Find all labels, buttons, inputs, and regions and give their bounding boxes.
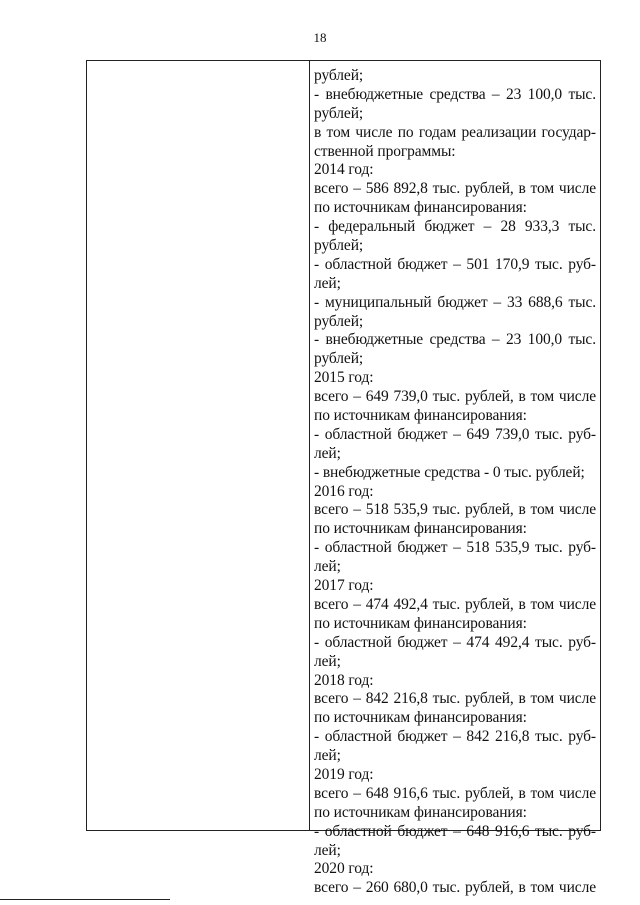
table-left-cell: [87, 61, 309, 830]
funding-text-line: рублей;: [314, 104, 364, 122]
funding-text-line: рублей;: [314, 237, 364, 255]
funding-text-line: лей;: [314, 747, 341, 765]
funding-text-line: всего – 260 680,0 тыс. рублей, в том числе: [314, 879, 596, 897]
funding-text-line: 2017 год:: [314, 577, 374, 595]
funding-text-line: - областной бюджет – 842 216,8 тыс. руб-: [314, 728, 596, 746]
funding-text-line: по источникам финансирования:: [314, 407, 527, 425]
funding-text-line: по источникам финансирования:: [314, 614, 527, 632]
funding-text-line: - внебюджетные средства – 23 100,0 тыс.: [314, 331, 596, 349]
funding-text-line: по источникам финансирования:: [314, 803, 527, 821]
funding-text-line: всего – 474 492,4 тыс. рублей, в том числе: [314, 595, 596, 613]
funding-text-line: 2019 год:: [314, 765, 374, 783]
funding-text-line: лей;: [314, 558, 341, 576]
funding-text-line: - внебюджетные средства – 23 100,0 тыс.: [314, 85, 596, 103]
funding-text-line: по источникам финансирования:: [314, 709, 527, 727]
funding-text-line: всего – 842 216,8 тыс. рублей, в том числе: [314, 690, 596, 708]
funding-text-line: лей;: [314, 444, 341, 462]
funding-text-line: по источникам финансирования:: [314, 520, 527, 538]
funding-text-line: - муниципальный бюджет – 33 688,6 тыс.: [314, 293, 596, 311]
funding-text-line: - областной бюджет – 518 535,9 тыс. руб-: [314, 539, 596, 557]
funding-text-line: всего – 586 892,8 тыс. рублей, в том числе: [314, 180, 596, 198]
funding-text-line: рублей;: [314, 350, 364, 368]
funding-text-line: - областной бюджет – 474 492,4 тыс. руб-: [314, 633, 596, 651]
table-right-cell: [314, 67, 596, 897]
funding-text-line: 2014 год:: [314, 161, 374, 179]
funding-text-line: 2020 год:: [314, 860, 374, 878]
funding-text-line: в том числе по годам реализации государ-: [314, 123, 596, 141]
funding-text-line: лей;: [314, 274, 341, 292]
funding-text-line: всего – 648 916,6 тыс. рублей, в том числе: [314, 784, 596, 802]
funding-text-line: рублей;: [314, 312, 364, 330]
funding-text-line: - областной бюджет – 648 916,6 тыс. руб-: [314, 822, 596, 840]
footnote-separator: [0, 899, 170, 900]
program-table: [86, 60, 601, 897]
funding-text-line: всего – 518 535,9 тыс. рублей, в том числе: [314, 501, 596, 519]
funding-text-line: - областной бюджет – 649 739,0 тыс. руб-: [314, 425, 596, 443]
funding-text-line: 2016 год:: [314, 482, 374, 500]
funding-text-line: - областной бюджет – 501 170,9 тыс. руб-: [314, 255, 596, 273]
funding-text-line: лей;: [314, 841, 341, 859]
funding-text-line: ственной программы:: [314, 142, 456, 160]
funding-text-line: рублей;: [314, 67, 364, 84]
funding-text-line: - федеральный бюджет – 28 933,3 тыс.: [314, 218, 596, 236]
funding-text-line: - внебюджетные средства - 0 тыс. рублей;: [314, 463, 585, 481]
page-number: 18: [313, 30, 327, 45]
column-divider: [309, 61, 310, 830]
funding-text-line: 2015 год:: [314, 369, 374, 387]
funding-text-line: 2018 год:: [314, 671, 374, 689]
funding-text-line: по источникам финансирования:: [314, 199, 527, 217]
funding-text-line: лей;: [314, 652, 341, 670]
funding-text-line: всего – 649 739,0 тыс. рублей, в том числе: [314, 388, 596, 406]
